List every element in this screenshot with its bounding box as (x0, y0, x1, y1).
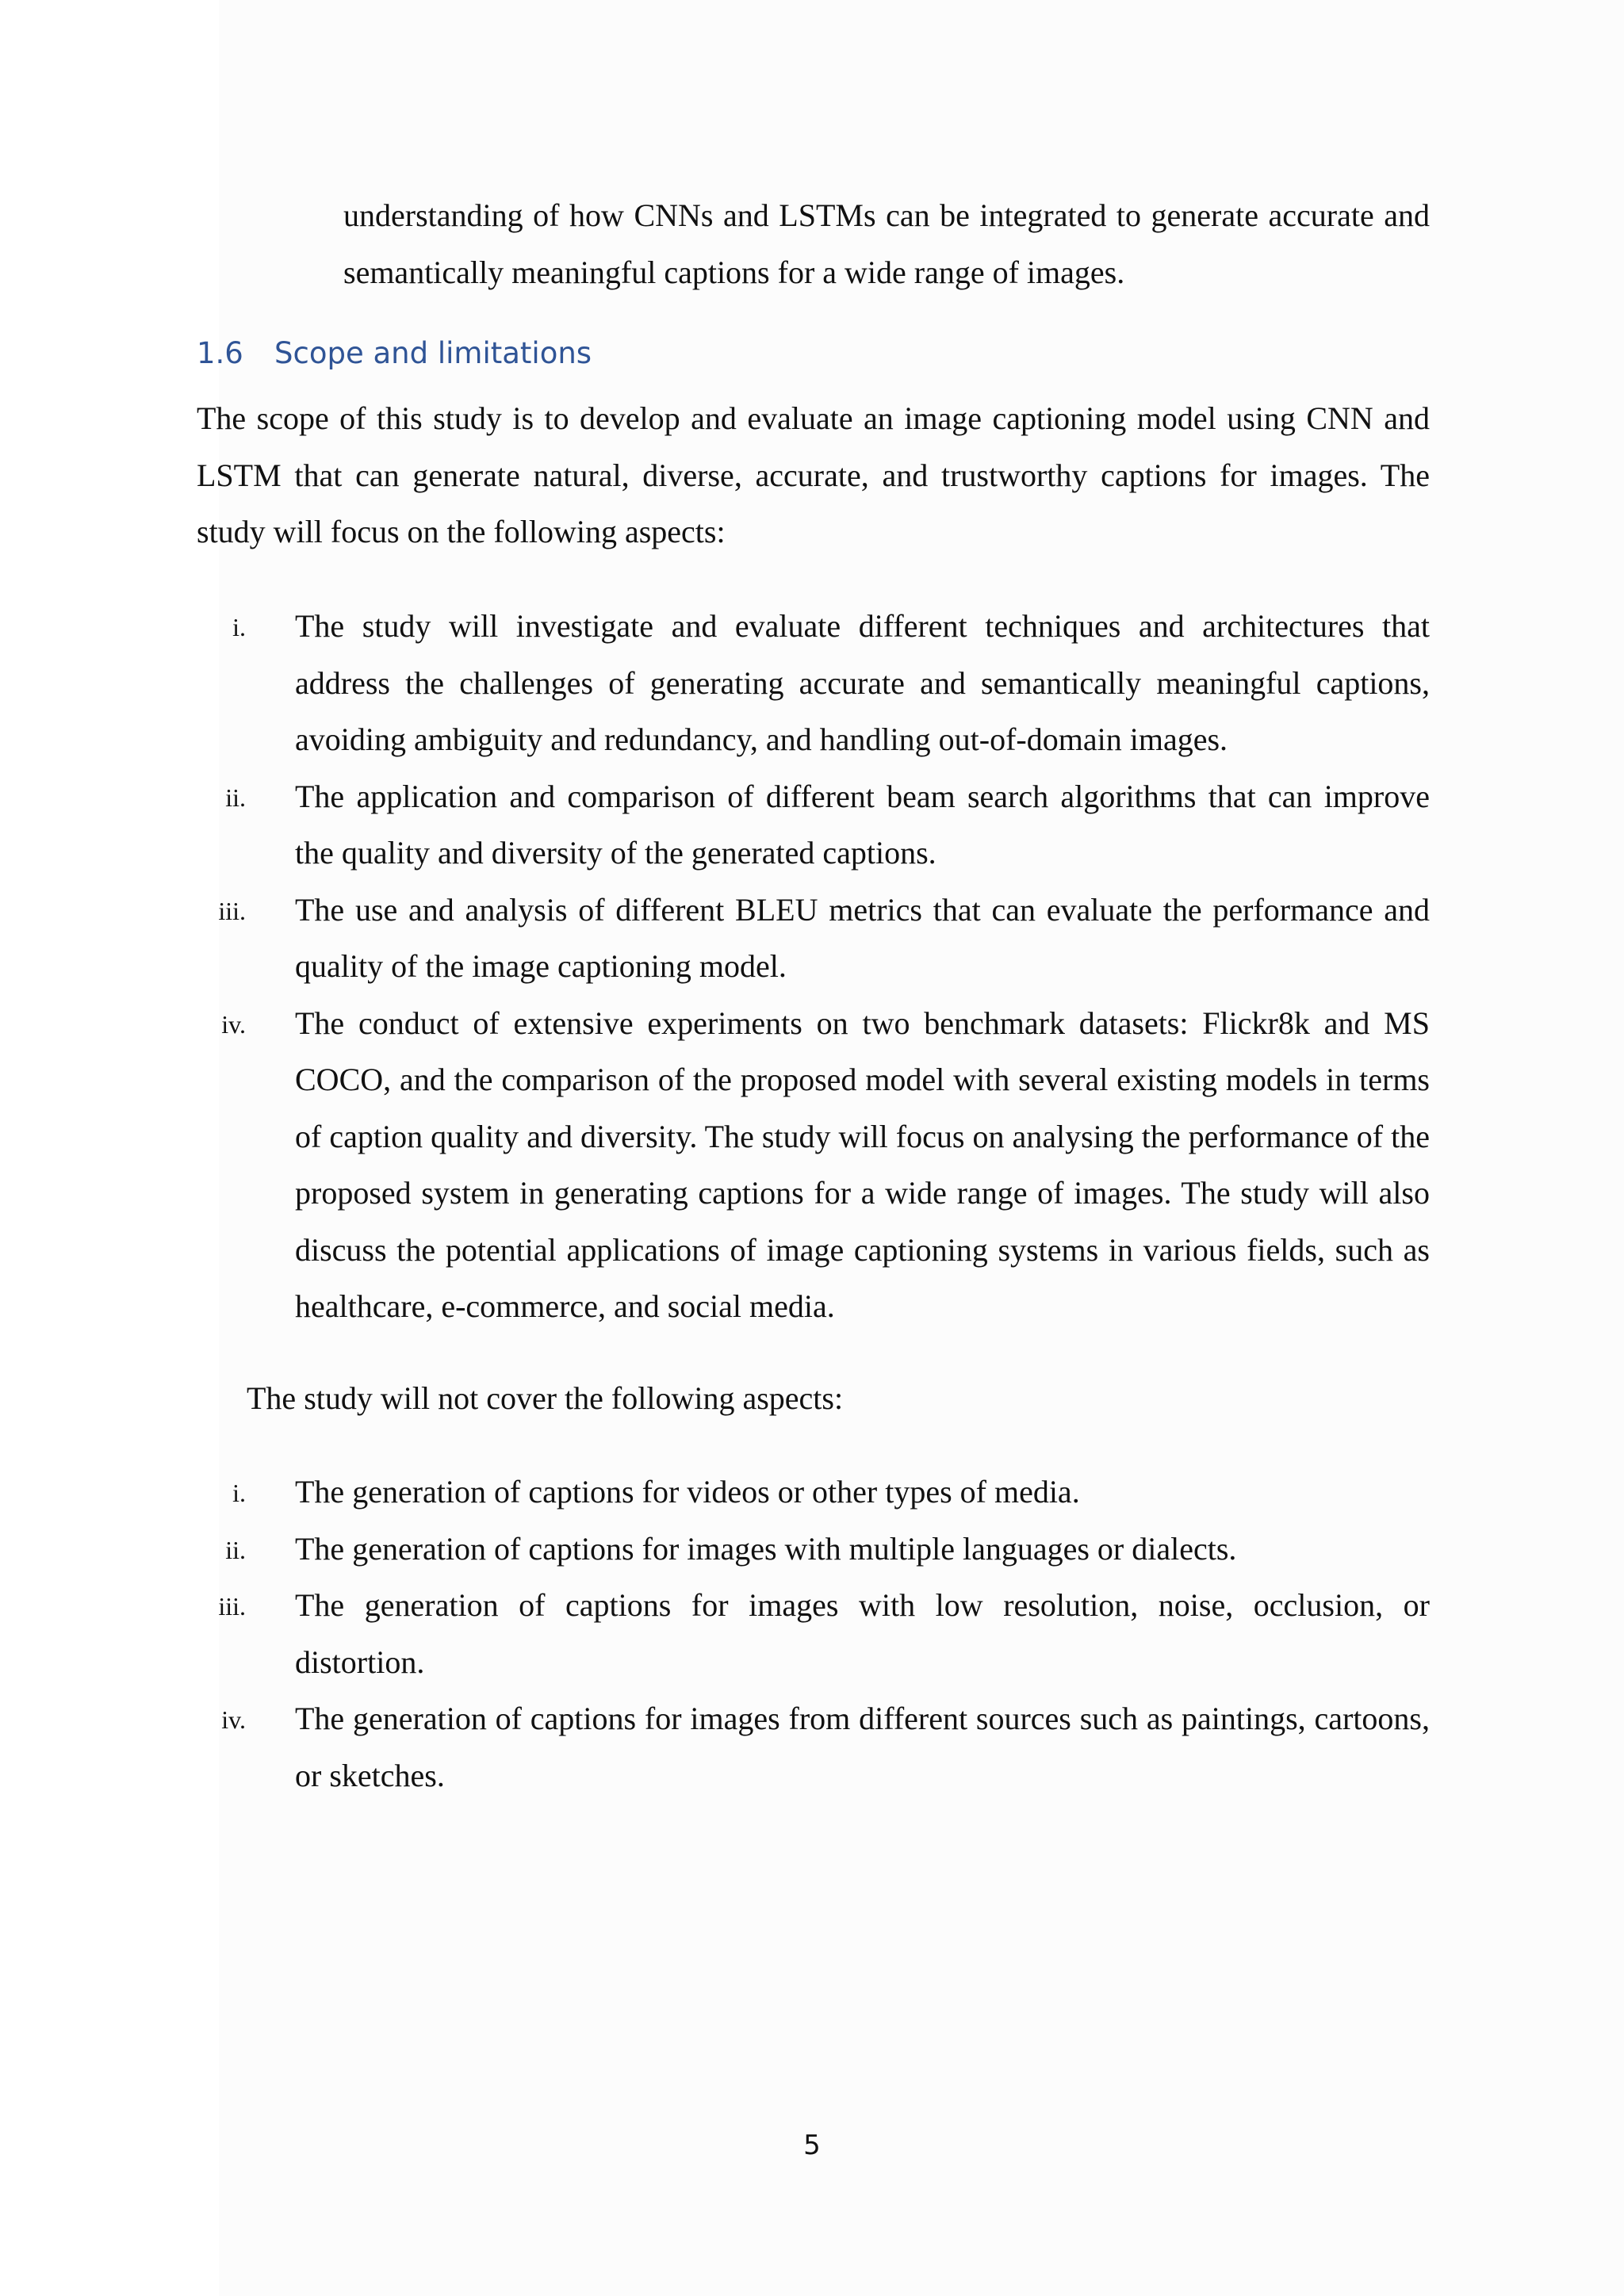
list-marker: iv. (221, 1705, 246, 1734)
list-item (0, 995, 1624, 1335)
list-marker: i. (232, 613, 246, 641)
list-item (0, 1690, 1624, 1804)
list-marker: ii. (225, 783, 246, 812)
list-item-text: The application and comparison of different beam search algorithms that can improve the quality and diversity of the generated captions. (295, 778, 1430, 871)
list-marker: i. (232, 1479, 246, 1507)
list-item (0, 1521, 1624, 1578)
list-item (0, 1577, 1624, 1690)
list-item-text: The generation of captions for images with low resolution, noise, occlusion, or distortion. (295, 1587, 1430, 1680)
page-number: 5 (803, 2130, 821, 2161)
list-marker: iii. (218, 896, 246, 925)
list-item (0, 598, 1624, 768)
focus-list (0, 598, 1624, 1335)
scope-paragraph: The scope of this study is to develop and evaluate an image captioning model using CNN and LSTM that can generate natural, diverse, accurate, and trustworthy captions for images. The study will focus on the following aspects: (197, 400, 1430, 549)
list-marker: iv. (221, 1009, 246, 1039)
section-title: Scope and limitations (274, 336, 592, 370)
not-cover-intro: The study will not cover the following aspects: (247, 1380, 844, 1416)
list-marker: ii. (225, 1535, 246, 1564)
list-marker: iii. (218, 1592, 246, 1621)
list-item-text: The use and analysis of different BLEU metrics that can evaluate the performance and quality of the image captioning model. (295, 891, 1430, 984)
list-item (0, 1464, 1624, 1521)
section-heading (197, 331, 592, 376)
list-item-text: The conduct of extensive experiments on two benchmark datasets: Flickr8k and MS COCO, and the comparison of the proposed model with several existing models in terms of caption quality and diversity. The study will focus on analysing the performance of the proposed system in generating captions for a wide range of images. The study will also discuss the potential applications of image captioning systems in various fields, such as healthcare, e-commerce, and social media. (295, 1004, 1430, 1324)
list-item-text: The generation of captions for videos or other types of media. (295, 1474, 1080, 1510)
section-number: 1.6 (197, 336, 243, 370)
list-item (0, 768, 1624, 882)
intro-paragraph: understanding of how CNNs and LSTMs can be integrated to generate accurate and semantically meaningful captions for a wide range of images. (343, 197, 1430, 290)
list-item-text: The generation of captions for images from different sources such as paintings, cartoons, or sketches. (295, 1701, 1430, 1793)
list-item-text: The generation of captions for images with multiple languages or dialects. (295, 1530, 1237, 1567)
list-item (0, 882, 1624, 995)
list-item-text: The study will investigate and evaluate different techniques and architectures that address the challenges of generating accurate and semantically meaningful captions, avoiding ambiguity and redundancy, and handling out-of-domain images. (295, 608, 1430, 757)
not-cover-list (0, 1464, 1624, 1804)
